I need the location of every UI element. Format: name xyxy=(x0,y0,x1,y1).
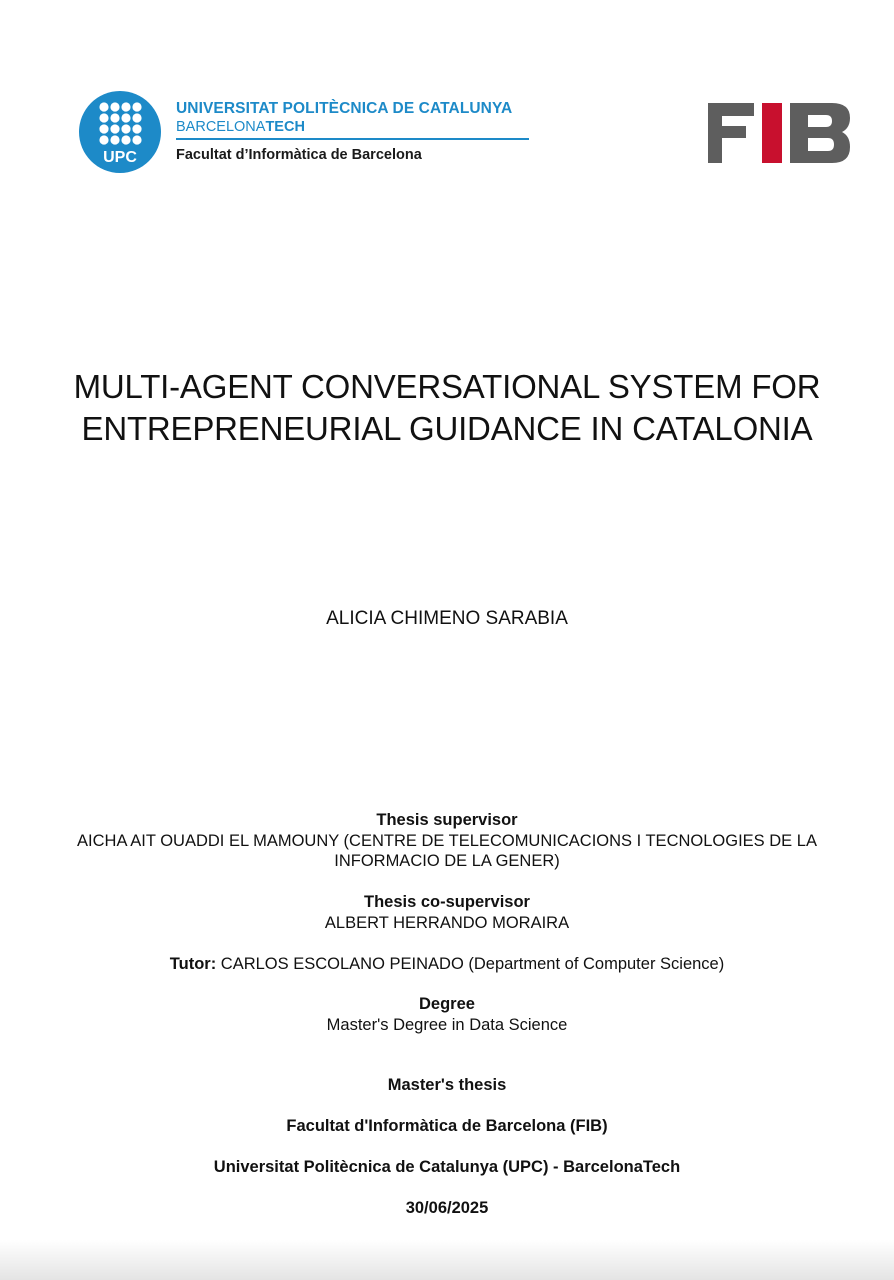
tutor-label: Tutor: xyxy=(169,955,217,973)
tech-text: TECH xyxy=(265,119,305,135)
co-supervisor-name: ALBERT HERRANDO MORAIRA xyxy=(324,913,570,932)
university-name: UNIVERSITAT POLITÈCNICA DE CATALUNYA xyxy=(176,100,513,117)
barcelona-text: BARCELONA xyxy=(176,119,266,135)
faculty-name: Facultat d’Informàtica de Barcelona xyxy=(176,146,422,163)
faculty-line: Facultat d'Informàtica de Barcelona (FIB) xyxy=(286,1117,608,1135)
fib-logo-label: FIB xyxy=(778,143,780,144)
supervisor-name: AICHA AIT OUADDI EL MAMOUNY (CENTRE DE TELECOMUNICACIONS I TECNOLOGIES DE LA INFORMACIO DE LA GENER) xyxy=(77,831,817,870)
tutor-block xyxy=(40,954,854,975)
thesis-type: Master's thesis xyxy=(387,1076,507,1094)
upc-logo-label: UPC xyxy=(103,149,137,166)
degree-label: Degree xyxy=(419,995,475,1013)
submission-date: 30/06/2025 xyxy=(405,1199,489,1217)
supervisor-label: Thesis supervisor xyxy=(376,811,518,829)
degree-name: Master's Degree in Data Science xyxy=(326,1015,568,1034)
fib-logo xyxy=(708,103,850,163)
barcelonatech xyxy=(176,118,530,136)
page-bottom-shadow xyxy=(0,1240,894,1280)
co-supervisor-block xyxy=(40,892,854,933)
co-supervisor-label: Thesis co-supervisor xyxy=(364,893,530,911)
upc-wordmark xyxy=(176,100,530,163)
university-line: Universitat Politècnica de Catalunya (UPC) - BarcelonaTech xyxy=(213,1158,681,1176)
tutor-name: CARLOS ESCOLANO PEINADO (Department of Computer Science) xyxy=(220,955,725,973)
author-name: ALICIA CHIMENO SARABIA xyxy=(326,608,568,629)
supervisor-block xyxy=(40,810,854,872)
degree-block xyxy=(40,994,854,1035)
thesis-title: MULTI-AGENT CONVERSATIONAL SYSTEM FOR ENTREPRENEURIAL GUIDANCE IN CATALONIA xyxy=(73,368,821,447)
upc-divider xyxy=(176,138,529,140)
upc-logo xyxy=(79,91,161,173)
